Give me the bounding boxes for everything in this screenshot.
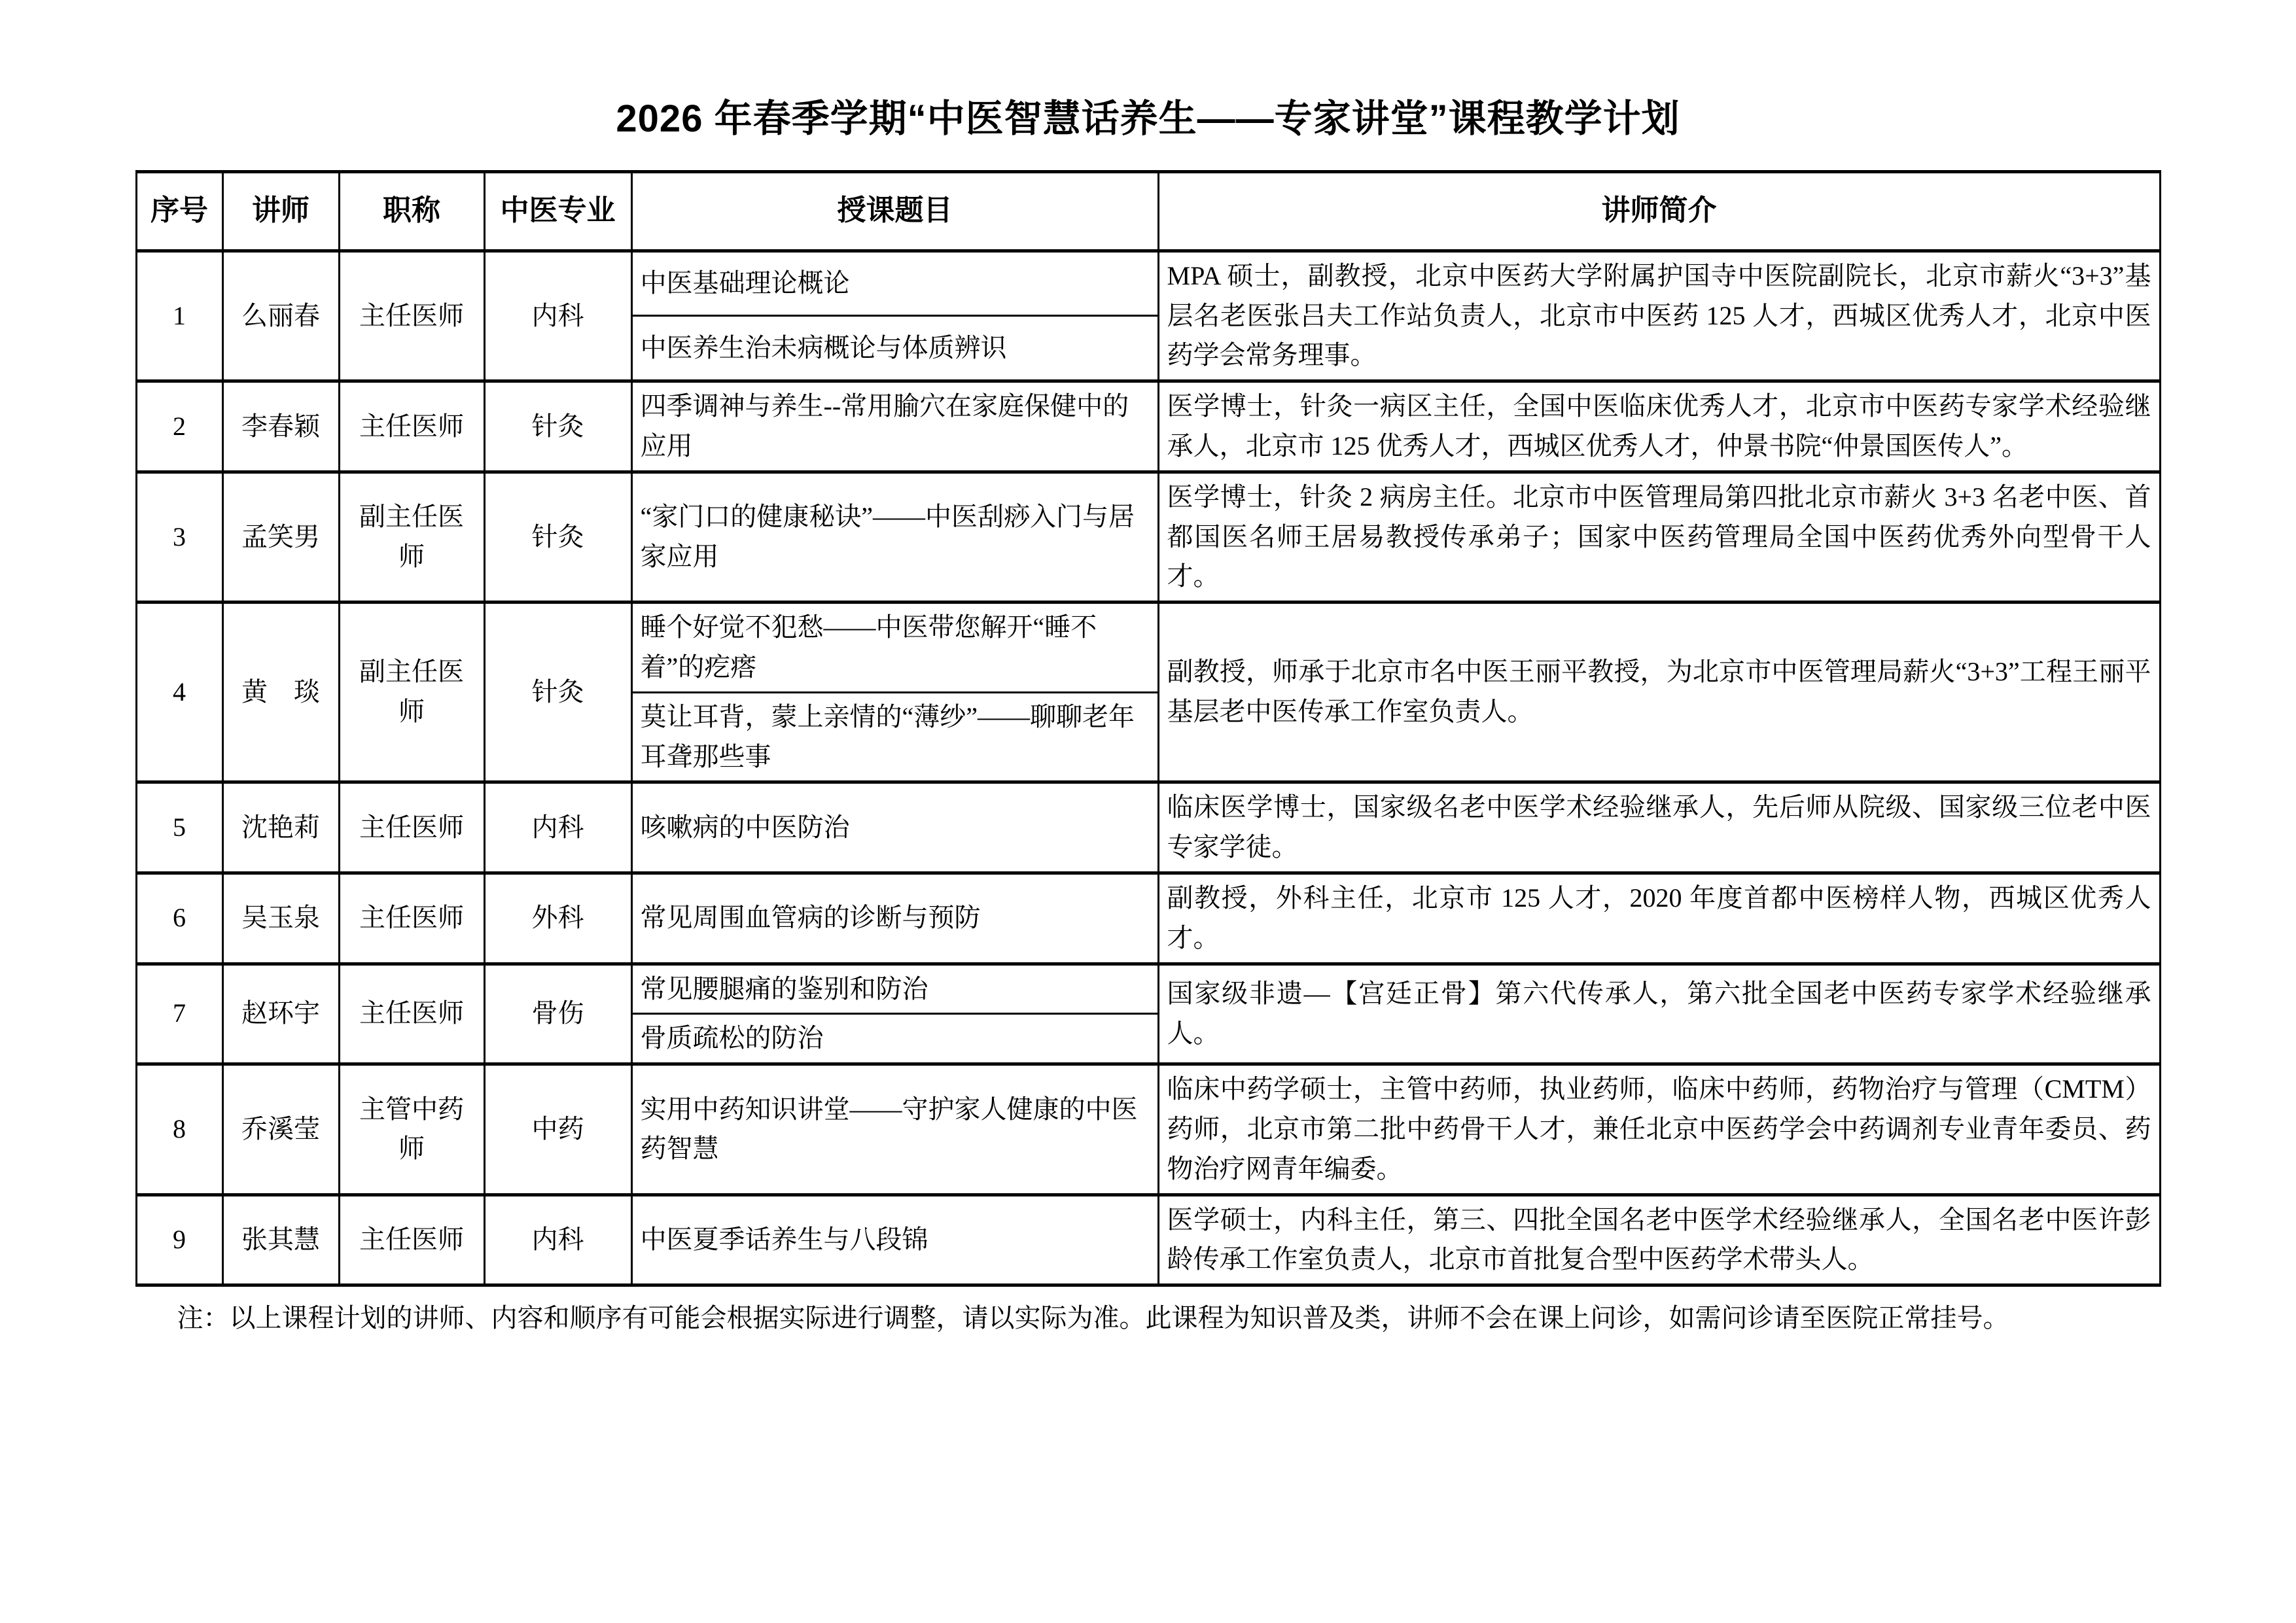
cell-no: 3	[136, 472, 222, 602]
table-row	[136, 782, 2160, 873]
table-row	[136, 602, 2160, 693]
cell-major: 针灸	[484, 381, 631, 472]
column-header-bio: 讲师简介	[1158, 171, 2160, 251]
table-row	[136, 472, 2160, 602]
footnote	[135, 1287, 2161, 1338]
teaching-plan-table-container	[135, 170, 2161, 1287]
cell-topic: 骨质疏松的防治	[631, 1014, 1158, 1064]
cell-topic: 中医基础理论概论	[631, 251, 1158, 316]
cell-topic: 咳嗽病的中医防治	[631, 782, 1158, 873]
cell-bio: 临床医学博士，国家级名老中医学术经验继承人，先后师从院级、国家级三位老中医专家学徒。	[1158, 782, 2160, 873]
column-header-no: 序号	[136, 171, 222, 251]
cell-lecturer: 沈艳莉	[222, 782, 339, 873]
cell-title: 副主任医师	[339, 472, 484, 602]
table-row	[136, 964, 2160, 1014]
cell-no: 1	[136, 251, 222, 381]
cell-title: 主任医师	[339, 782, 484, 873]
cell-topic: 莫让耳背，蒙上亲情的“薄纱”——聊聊老年耳聋那些事	[631, 692, 1158, 782]
cell-topic: 中医养生治未病概论与体质辨识	[631, 316, 1158, 381]
cell-bio: 医学博士，针灸 2 病房主任。北京市中医管理局第四批北京市薪火 3+3 名老中医、首都国医名师王居易教授传承弟子；国家中医药管理局全国中医药优秀外向型骨干人才。	[1158, 472, 2160, 602]
cell-major: 外科	[484, 873, 631, 964]
table-row	[136, 381, 2160, 472]
cell-bio: 副教授，外科主任，北京市 125 人才，2020 年度首都中医榜样人物，西城区优秀人才。	[1158, 873, 2160, 964]
cell-lecturer: 吴玉泉	[222, 873, 339, 964]
cell-bio: 副教授，师承于北京市名中医王丽平教授，为北京市中医管理局薪火“3+3”工程王丽平基层老中医传承工作室负责人。	[1158, 602, 2160, 782]
cell-title: 主任医师	[339, 873, 484, 964]
cell-bio: 国家级非遗—【宫廷正骨】第六代传承人，第六批全国老中医药专家学术经验继承人。	[1158, 964, 2160, 1064]
page-title: 2026 年春季学期“中医智慧话养生——专家讲堂”课程教学计划	[616, 97, 1680, 140]
teaching-plan-table	[135, 170, 2161, 1287]
cell-title: 主管中药师	[339, 1064, 484, 1195]
cell-topic: 实用中药知识讲堂——守护家人健康的中医药智慧	[631, 1064, 1158, 1195]
cell-title: 主任医师	[339, 381, 484, 472]
column-header-major: 中医专业	[484, 171, 631, 251]
cell-no: 6	[136, 873, 222, 964]
cell-lecturer: 么丽春	[222, 251, 339, 381]
cell-lecturer: 乔溪莹	[222, 1064, 339, 1195]
cell-lecturer: 张其慧	[222, 1195, 339, 1285]
cell-no: 7	[136, 964, 222, 1064]
cell-topic: 睡个好觉不犯愁——中医带您解开“睡不着”的疙瘩	[631, 602, 1158, 693]
cell-title: 主任医师	[339, 1195, 484, 1285]
cell-topic: 四季调神与养生--常用腧穴在家庭保健中的应用	[631, 381, 1158, 472]
cell-topic: 常见周围血管病的诊断与预防	[631, 873, 1158, 964]
table-row	[136, 1195, 2160, 1285]
column-header-lecturer: 讲师	[222, 171, 339, 251]
cell-no: 4	[136, 602, 222, 782]
cell-title: 主任医师	[339, 964, 484, 1064]
cell-no: 9	[136, 1195, 222, 1285]
table-row	[136, 1064, 2160, 1195]
cell-major: 内科	[484, 782, 631, 873]
cell-no: 2	[136, 381, 222, 472]
column-header-title: 职称	[339, 171, 484, 251]
cell-bio: 临床中药学硕士，主管中药师，执业药师，临床中药师，药物治疗与管理（CMTM）药师，北京市第二批中药骨干人才，兼任北京中医药学会中药调剂专业青年委员、药物治疗网青年编委。	[1158, 1064, 2160, 1195]
cell-topic: “家门口的健康秘诀”——中医刮痧入门与居家应用	[631, 472, 1158, 602]
cell-major: 内科	[484, 1195, 631, 1285]
column-header-topic: 授课题目	[631, 171, 1158, 251]
table-row	[136, 873, 2160, 964]
cell-lecturer: 李春颖	[222, 381, 339, 472]
cell-bio: 医学硕士，内科主任，第三、四批全国名老中医学术经验继承人，全国名老中医许彭龄传承工作室负责人，北京市首批复合型中医药学术带头人。	[1158, 1195, 2160, 1285]
table-header-row	[136, 171, 2160, 251]
table-row	[136, 251, 2160, 316]
cell-major: 骨伤	[484, 964, 631, 1064]
cell-major: 针灸	[484, 472, 631, 602]
cell-major: 内科	[484, 251, 631, 381]
footnote-text: 注：以上课程计划的讲师、内容和顺序有可能会根据实际进行调整，请以实际为准。此课程为知识普及类，讲师不会在课上问诊，如需问诊请至医院正常挂号。	[177, 1303, 2009, 1333]
cell-no: 8	[136, 1064, 222, 1195]
cell-bio: 医学博士，针灸一病区主任，全国中医临床优秀人才，北京市中医药专家学术经验继承人，北京市 125 优秀人才，西城区优秀人才，仲景书院“仲景国医传人”。	[1158, 381, 2160, 472]
cell-title: 副主任医师	[339, 602, 484, 782]
cell-major: 针灸	[484, 602, 631, 782]
cell-topic: 中医夏季话养生与八段锦	[631, 1195, 1158, 1285]
cell-bio: MPA 硕士，副教授，北京中医药大学附属护国寺中医院副院长，北京市薪火“3+3”基层名老医张吕夫工作站负责人，北京市中医药 125 人才，西城区优秀人才，北京中医药学会常务理事。	[1158, 251, 2160, 381]
cell-title: 主任医师	[339, 251, 484, 381]
cell-lecturer: 孟笑男	[222, 472, 339, 602]
cell-no: 5	[136, 782, 222, 873]
cell-topic: 常见腰腿痛的鉴别和防治	[631, 964, 1158, 1014]
table-body	[136, 251, 2160, 1285]
cell-major: 中药	[484, 1064, 631, 1195]
cell-lecturer: 赵环宇	[222, 964, 339, 1064]
cell-lecturer: 黄 琰	[222, 602, 339, 782]
